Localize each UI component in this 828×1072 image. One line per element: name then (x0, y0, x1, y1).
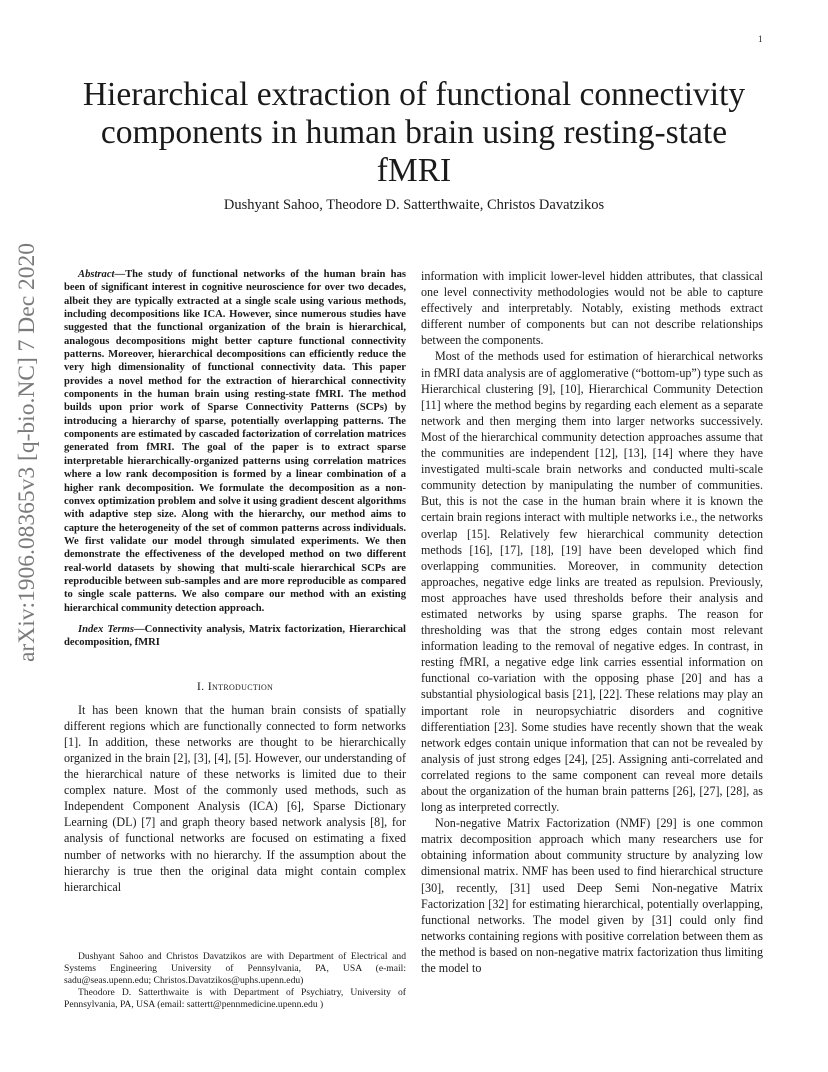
footnotes (64, 951, 406, 1011)
intro-paragraph: It has been known that the human brain consists of spatially different regions which are functionally connected to form networks [1]. In addition, these networks are thought to be hierarchically organized in the brain [2], [3], [4], [5]. However, our understanding of the hierarchical nature of these networks is limited due to their complex nature. Most of the commonly used methods, such as Independent Component Analysis (ICA) [6], Sparse Dictionary Learning (DL) [7] and graph theory based network analysis [8], for analysis of functional networks are focused on estimating a fixed number of networks with no hierarchy. If the assumption about the hierarchy is true then the original data might contain complex hierarchical (64, 702, 406, 894)
body-paragraph-2: Most of the methods used for estimation of hierarchical networks in fMRI data analysis are of agglomerative (“bottom-up”) type such as Hierarchical clustering [9], [10], Hierarchical Community Detection [11] where the method begins by regarding each element as a separate network and then merging them into larger networks successively. Most of the hierarchical community detection approaches assume that the communities are independent [12], [13], [14] where they have investigated multi-scale brain networks and conducted multi-scale community detection by manipulating the number of communities. But, this is not the case in the human brain where it is known the certain brain regions interact with multiple networks i.e., the networks overlap [15]. Relatively few hierarchical community detection methods [16], [17], [18], [19] have been developed which find overlapping communities. Moreover, in community detection approaches, negative edge links are treated as repulsion. Previously, most approaches have used thresholds before their analysis and estimated networks by using sparse graphs. The reason for thresholding was that the strong edges contain most relevant information leading to the removal of negative edges. In contrast, in resting fMRI, a negative edge link carries essential information on functional co-variation with the opposing phase [20] and has a substantial physiological basis [21], [22]. These relations may play an important role in neuropsychiatric disorders and cognitive differentiation [23]. Some studies have recently shown that the weak network edges contain unique information that can not be revealed by analysis of just strong edges [24], [25]. Assigning anti-correlated and correlated regions to the same component can reveal more details about the organization of the human brain patterns [26], [27], [28], as long as interpreted correctly. (421, 349, 763, 815)
index-terms-label: Index Terms (78, 623, 135, 635)
author-list: Dushyant Sahoo, Theodore D. Satterthwaite, Christos Davatzikos (223, 197, 605, 213)
index-terms (64, 623, 406, 650)
right-column (421, 268, 763, 976)
page-number: 1 (758, 34, 763, 44)
footnote-affiliation-2: Theodore D. Satterthwaite is with Department of Psychiatry, University of Pennsylvania, PA, USA (email: sattertt@pennmedicine.upenn.edu ) (64, 987, 406, 1010)
section-title: Introduction (207, 678, 274, 693)
body-paragraph-3: Non-negative Matrix Factorization (NMF) [29] is one common matrix decomposition approach which many researchers use for obtaining information about community structure by analyzing low dimensional matrix. NMF has been used to find hierarchical structure [30], recently, [31] used Deep Semi Non-negative Matrix Factorization [32] for estimating hierarchical, potentially overlapping, functional networks. The model given by [31] could only find networks containing regions with positive correlation between them as the method is based on non-negative matrix factorization thus limiting the model to (421, 816, 763, 976)
arxiv-identifier: arXiv:1906.08365v3 [q-bio.NC] 7 Dec 2020 (14, 242, 40, 662)
section-number: I. (196, 678, 208, 693)
left-column (64, 268, 406, 895)
abstract (64, 268, 406, 615)
abstract-text: —The study of functional networks of the human brain has been of significant interest in cognitive neuroscience for over two decades, albeit they are typically extracted at a single scale using various methods, including decompositions like ICA. However, since numerous studies have suggested that the functional organization of the brain is hierarchical, analogous decompositions might better capture functional connectivity patterns. Moreover, hierarchical decompositions can efficiently reduce the very high dimensionality of functional connectivity data. This paper provides a novel method for the extraction of hierarchical connectivity components in the human brain using resting-state fMRI. The method builds upon prior work of Sparse Connectivity Patterns (SCPs) by introducing a hierarchy of sparse, potentially overlapping patterns. The components are estimated by cascaded factorization of correlation matrices generated from fMRI. The goal of the paper is to extract sparse interpretable hierarchically-organized patterns using correlation matrices where a low rank decomposition is formed by a linear combination of a higher rank decomposition. We formulate the decomposition as a non-convex optimization problem and solve it using gradient descent algorithms with adaptive step size. Along with the hierarchy, our method aims to capture the heterogeneity of the set of common patterns across individuals. We first validate our model through simulated experiments. We then demonstrate the effectiveness of the developed method on two different real-world datasets by showing that multi-scale hierarchical SCPs are reproducible between sub-samples and are more reproducible as compared to single scale patterns. We also compare our method with an existing hierarchical community detection approach. (64, 269, 406, 614)
section-heading-introduction (64, 678, 406, 694)
index-terms-text: —Connectivity analysis, Matrix factorization, Hierarchical decomposition, fMRI (64, 623, 406, 649)
paper-title: Hierarchical extraction of functional connectivity components in human brain using resting-state fMRI (82, 76, 746, 189)
abstract-label: Abstract (78, 269, 115, 280)
footnote-affiliation-1: Dushyant Sahoo and Christos Davatzikos are with Department of Electrical and Systems Engineering University of Pennsylvania, PA, USA (e-mail: sadu@seas.upenn.edu; Christos.Davatzikos@uphs.upenn.edu) (64, 951, 406, 986)
body-paragraph-1: information with implicit lower-level hidden attributes, that classical one level connectivity methodologies would not be able to capture effectively and interpretably. Notably, existing methods extract different number of components but can not describe relationships between the components. (421, 269, 763, 348)
